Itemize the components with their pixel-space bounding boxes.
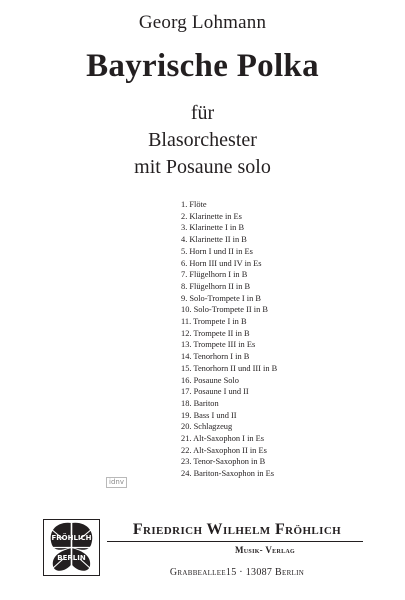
part-item: 21. Alt-Saxophon I in Es: [181, 434, 265, 444]
part-item: 23. Tenor-Saxophon in B: [181, 457, 266, 467]
part-item: 3. Klarinette I in B: [181, 223, 245, 233]
part-item: 22. Alt-Saxophon II in Es: [181, 445, 267, 455]
part-item: 19. Bass I und II: [181, 410, 237, 420]
publisher-name: Friedrich Wilhelm Fröhlich: [132, 521, 342, 538]
svg-text:BERLIN: BERLIN: [57, 554, 86, 562]
piece-title: Bayrische Polka: [86, 48, 319, 84]
idnv-stamp: idnv: [106, 477, 127, 488]
publisher-logo-icon: [43, 519, 100, 576]
part-item: 10. Solo-Trompete II in B: [181, 305, 268, 315]
publisher-divider: [107, 541, 363, 542]
instrument-parts-list: [181, 199, 277, 480]
part-item: 11. Trompete I in B: [181, 317, 247, 327]
part-item: 13. Trompete III in Es: [181, 340, 256, 350]
part-item: 1. Flöte: [181, 200, 207, 209]
part-item: 15. Tenorhorn II und III in B: [181, 363, 278, 373]
part-item: 9. Solo-Trompete I in B: [181, 293, 261, 303]
part-item: 5. Horn I und II in Es: [181, 246, 253, 256]
subtitle-soloist: mit Posaune solo: [134, 156, 271, 178]
part-item: 4. Klarinette II in B: [181, 235, 247, 245]
part-item: 17. Posaune I und II: [181, 387, 249, 397]
publisher-address: Grabbeallee15 · 13087 Berlin: [169, 567, 305, 578]
part-item: 8. Flügelhorn II in B: [181, 281, 251, 291]
composer-name: Georg Lohmann: [138, 12, 267, 33]
part-item: 12. Trompete II in B: [181, 328, 250, 338]
part-item: 20. Schlagzeug: [181, 422, 233, 432]
publisher-subtitle: Musik- Verlag: [235, 545, 295, 555]
part-item: 14. Tenorhorn I in B: [181, 352, 250, 362]
part-item: 18. Bariton: [181, 398, 219, 408]
svg-text:FRÖHLICH: FRÖHLICH: [51, 534, 92, 542]
subtitle-ensemble: Blasorchester: [148, 129, 257, 151]
part-item: 16. Posaune Solo: [181, 375, 239, 385]
part-item: 2. Klarinette in Es: [181, 211, 242, 221]
part-item: 24. Bariton-Saxophon in Es: [181, 469, 275, 479]
part-item: 6. Horn III und IV in Es: [181, 258, 262, 268]
subtitle-fuer: für: [190, 102, 215, 124]
part-item: 7. Flügelhorn I in B: [181, 270, 248, 280]
